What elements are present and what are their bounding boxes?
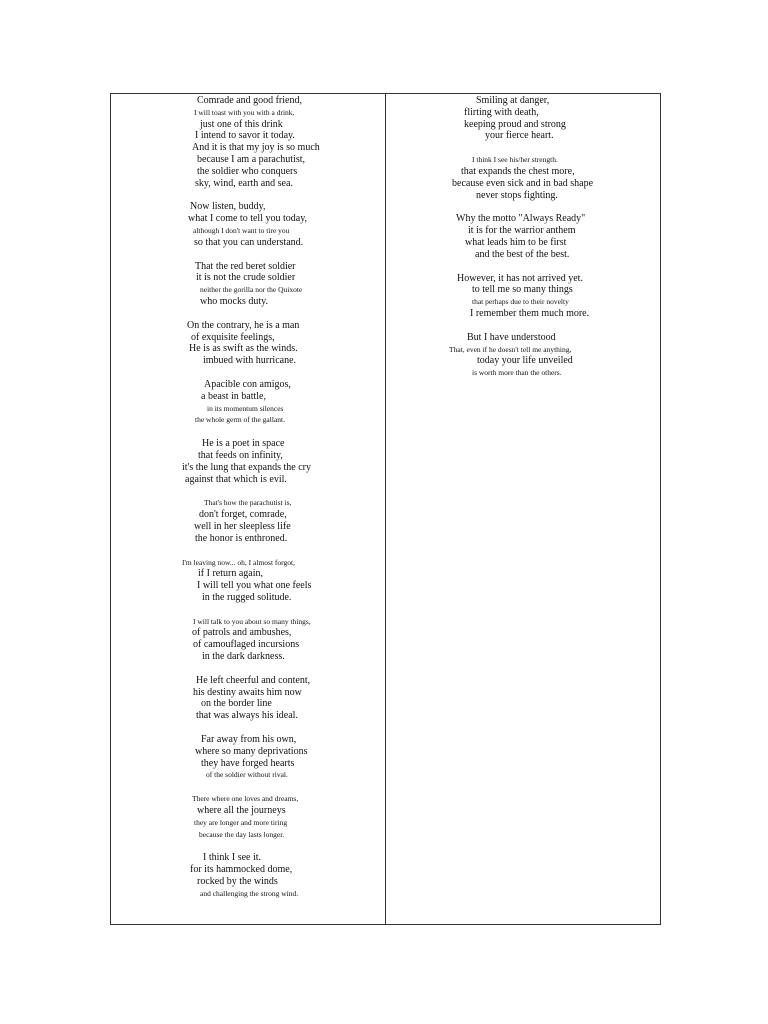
poem-line: Smiling at danger, (476, 95, 550, 106)
poem-line: that expands the chest more, (461, 165, 575, 177)
poem-line: of exquisite feelings, (191, 331, 275, 343)
poem-line: just one of this drink (200, 118, 283, 130)
poem-line: that was always his ideal. (196, 710, 298, 722)
stanza-gap (111, 367, 385, 379)
poem-line: sky, wind, earth and sea. (195, 177, 293, 189)
poem-line: rocked by the winds (197, 876, 278, 888)
right-column (386, 94, 660, 924)
poem-line: because even sick and in bad shape (452, 177, 594, 189)
poem-line: I will talk to you about so many things, (193, 616, 311, 626)
left-column (111, 94, 386, 924)
stanza-gap (111, 663, 385, 675)
stanza (386, 95, 660, 142)
poem-line: flirting with death, (464, 106, 539, 118)
poem-line: neither the gorilla nor the Quixote (200, 285, 303, 295)
poem-line: There where one loves and dreams, (192, 794, 299, 804)
poem-line: in the dark darkness. (202, 651, 285, 663)
poem-line: I remember them much more. (470, 307, 590, 319)
page-frame (110, 93, 661, 925)
poem-line: He is as swift as the winds. (189, 343, 298, 355)
poem-line: I think I see it. (203, 852, 262, 864)
stanza-gap (111, 426, 385, 438)
poem-line: But I have understood (467, 331, 556, 343)
poem-line: I intend to savor it today. (195, 130, 295, 142)
poem-line: today your life unveiled (477, 355, 573, 367)
poem-line: keeping proud and strong (464, 118, 566, 130)
poem-line: On the contrary, he is a man (187, 319, 300, 331)
stanza (386, 154, 660, 201)
stanza-gap (386, 320, 660, 332)
poem-line: I'm leaving now... oh, I almost forgot, (182, 557, 296, 567)
poem-line: if I return again, (198, 568, 263, 580)
poem-line: what leads him to be first (465, 236, 567, 248)
poem-line: on the border line (201, 698, 272, 710)
poem-line: a beast in battle, (201, 390, 266, 402)
poem-line: what I come to tell you today, (188, 213, 308, 225)
poem-line: who mocks duty. (200, 295, 268, 307)
poem-line: I will toast with you with a drink, (194, 107, 295, 117)
poem-line: is worth more than the others. (472, 368, 562, 378)
poem-line: He left cheerful and content, (196, 674, 311, 686)
stanza-gap (111, 722, 385, 734)
poem-line: That, even if he doesn't tell me anything, (449, 344, 572, 354)
stanza (111, 379, 385, 426)
stanza (111, 852, 385, 899)
poem-line: his destiny awaits him now (193, 686, 302, 698)
stanza (111, 320, 385, 367)
stanza (111, 734, 385, 781)
poem-line: that perhaps due to their novelty (472, 297, 569, 307)
poem-line: the soldier who conquers (197, 165, 298, 177)
poem-line: I will tell you what one feels (197, 580, 312, 592)
poem-line: because I am a parachutist, (197, 153, 306, 165)
poem-line: Apacible con amigos, (204, 378, 291, 390)
poem-line: don't forget, comrade, (199, 509, 287, 521)
stanza (111, 675, 385, 722)
poem-line: the honor is enthroned. (195, 532, 288, 544)
stanza (111, 497, 385, 544)
poem-line: Now listen, buddy, (190, 201, 266, 213)
stanza (111, 793, 385, 840)
poem-line: and the best of the best. (475, 248, 570, 260)
poem-line: That the red beret soldier (195, 260, 296, 272)
stanza (386, 273, 660, 320)
stanza (111, 616, 385, 663)
poem-line: never stops fighting. (476, 189, 558, 201)
poem-line: where all the journeys (197, 805, 286, 817)
stanza-gap (111, 840, 385, 852)
stanza-gap (111, 545, 385, 557)
stanza-gap (111, 308, 385, 320)
poem-line: it's the lung that expands the cry (182, 461, 311, 473)
poem-line: where so many deprivations (195, 745, 308, 757)
poem-line: so that you can understand. (194, 236, 304, 248)
stanza (386, 332, 660, 379)
poem-line: That's how the parachutist is, (204, 498, 292, 508)
stanza (111, 438, 385, 485)
poem-line: And it is that my joy is so much (192, 142, 320, 154)
poem-line: I think I see his/her strength. (472, 155, 558, 165)
poem-line: Why the motto "Always Ready" (456, 213, 586, 225)
stanza (111, 201, 385, 248)
poem-line: against that which is evil. (185, 473, 287, 485)
poem-line: in the rugged solitude. (202, 591, 292, 603)
poem-line: of camouflaged incursions (193, 639, 300, 651)
poem-line: because the day lasts longer. (199, 829, 285, 839)
poem-line: they are longer and more tiring (194, 817, 288, 827)
poem-line: and challenging the strong wind. (200, 888, 299, 898)
stanza-gap (111, 485, 385, 497)
poem-line: they have forged hearts (201, 757, 295, 769)
poem-line: it is not the crude soldier (196, 272, 296, 284)
poem-line: However, it has not arrived yet. (457, 272, 583, 284)
poem-line: He is a poet in space (202, 438, 285, 450)
poem-line: in its momentum silences (207, 403, 284, 413)
stanza-gap (386, 201, 660, 213)
poem-line: the whole germ of the gallant. (195, 415, 285, 425)
stanza-gap (386, 261, 660, 273)
poem-line: imbued with hurricane. (203, 355, 297, 367)
poem-line: your fierce heart. (485, 130, 554, 142)
stanza-gap (111, 189, 385, 201)
stanza (386, 213, 660, 260)
poem-line: well in her sleepless life (194, 520, 291, 532)
poem-line: Far away from his own, (201, 734, 297, 746)
stanza-gap (111, 249, 385, 261)
stanza (111, 261, 385, 308)
stanza (111, 95, 385, 189)
poem-line: although I don't want to tire you (193, 225, 290, 235)
poem-line: for its hammocked dome, (190, 864, 293, 876)
stanza-gap (111, 781, 385, 793)
poem-line: of the soldier without rival. (206, 770, 288, 780)
stanza-gap (386, 142, 660, 154)
poem-line: of patrols and ambushes, (192, 627, 292, 639)
poem-line: that feeds on infinity, (198, 449, 283, 461)
poem-line: Comrade and good friend, (197, 95, 302, 106)
poem-line: to tell me so many things (472, 284, 573, 296)
stanza (111, 557, 385, 604)
stanza-gap (111, 604, 385, 616)
poem-line: it is for the warrior anthem (468, 225, 576, 237)
